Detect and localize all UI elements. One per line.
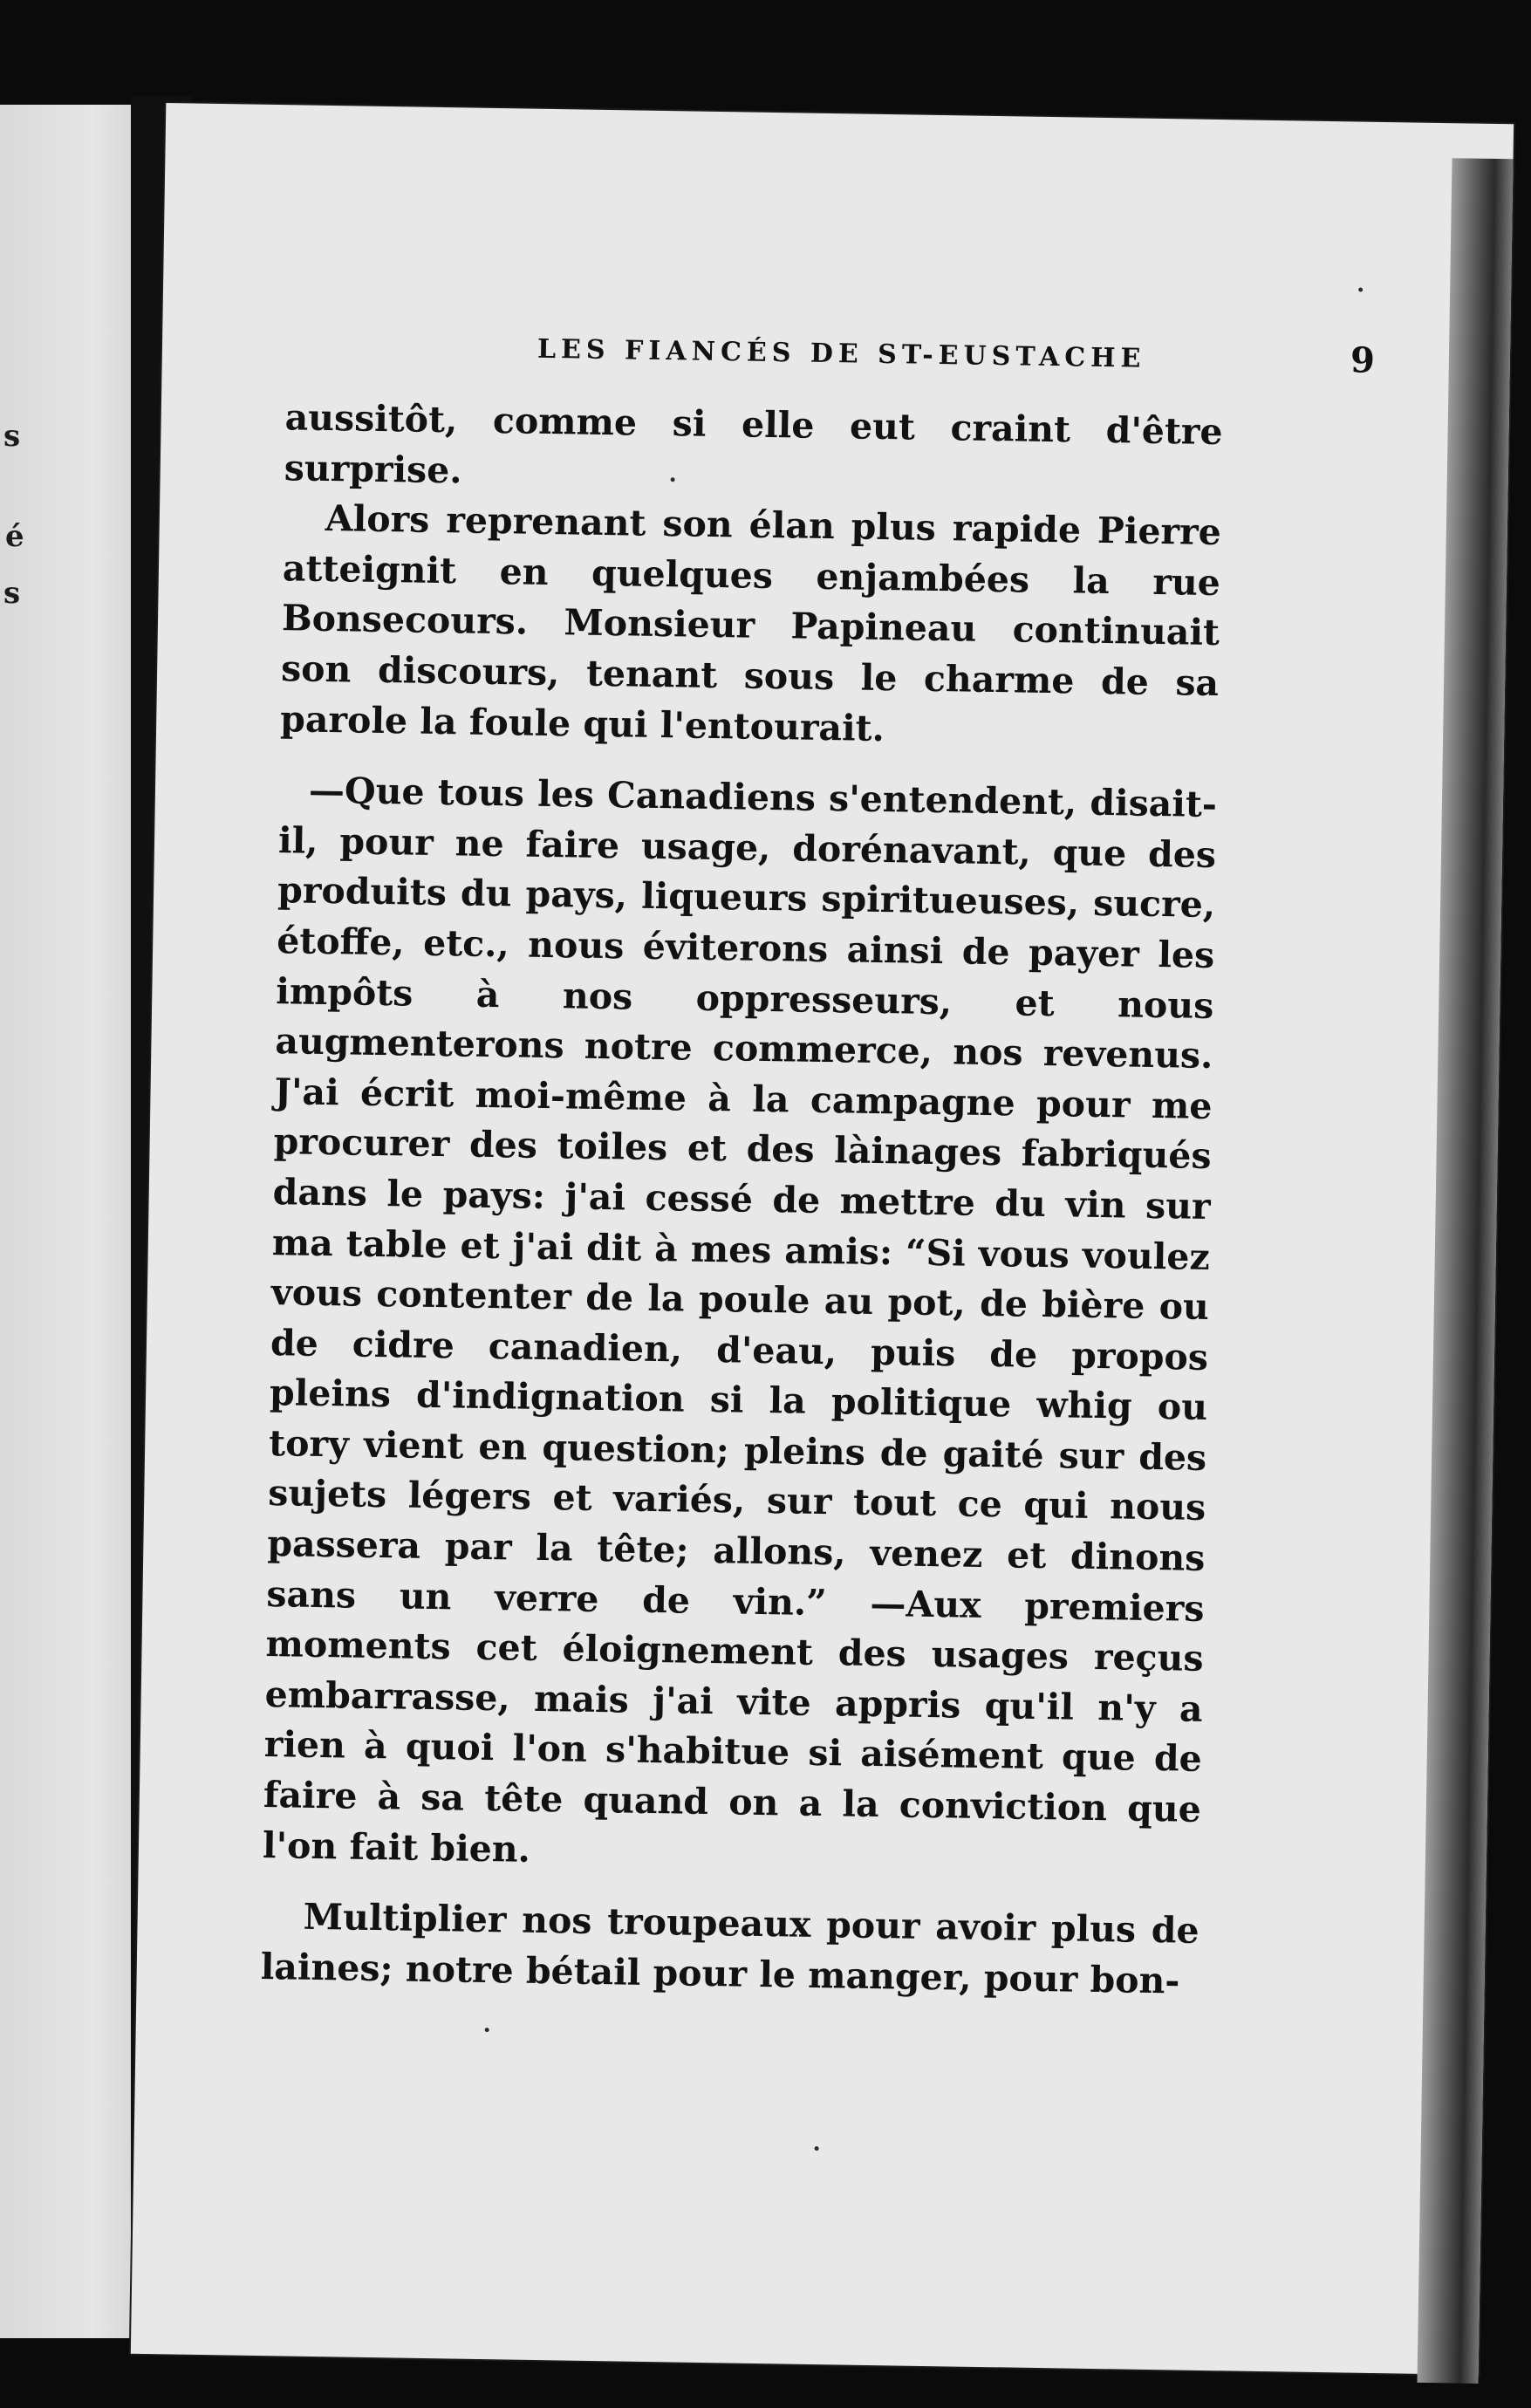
running-title: LES FIANCÉS DE ST-EUSTACHE	[537, 333, 1146, 374]
scan-speck	[1358, 288, 1363, 292]
scan-speck	[671, 477, 675, 482]
left-margin-mark: s	[3, 576, 21, 611]
page-number: 9	[1350, 339, 1376, 381]
left-margin-mark: é	[5, 519, 24, 554]
page-header	[537, 334, 1410, 379]
paragraph: —Que tous les Canadiens s'entendent, disait-il, pour ne faire usage, dorénavant, que des produits du pays, liqueurs spiritueuses, sucre, étoffe, etc., nous éviterons ainsi de payer les impôts à nos oppresseurs, et nous augmenterons notre commerce, nos revenus. J'ai écrit moi-même à la campagne pour me procurer des toiles et des làinages fabriqués dans le pays: j'ai cessé de mettre du vin sur ma table et j'ai dit à mes amis: “Si vous voulez vous contenter de la poule au pot, de bière ou de cidre canadien, d'eau, puis de propos pleins d'indignation si la politique whig ou tory vient en question; pleins de gaité sur des sujets légers et variés, sur tout ce qui nous passera par la tête; allons, venez et dinons sans un verre de vin.” —Aux premiers moments cet éloignement des usages reçus embarrasse, mais j'ai vite appris qu'il n'y a rien à quoi l'on s'habitue si aisément que de faire à sa tête quand on a la conviction que l'on fait bien.	[262, 769, 1218, 1871]
paragraph: Multiplier nos troupeaux pour avoir plus de laines; notre bétail pour le manger, pour bon-	[260, 1895, 1200, 2002]
scan-speck	[815, 2146, 819, 2151]
body-text	[260, 393, 1223, 2007]
paragraph: aussitôt, comme si elle eut craint d'être surprise.	[284, 396, 1223, 491]
scan-speck	[485, 2028, 489, 2032]
book-page	[131, 103, 1514, 2375]
page-edge-shadow	[1417, 158, 1513, 2384]
left-margin-mark: s	[3, 419, 21, 454]
paragraph: Alors reprenant son élan plus rapide Pierre atteignit en quelques enjambées la rue Bonsecours. Monsieur Papineau continuait son discours, tenant sous le charme de sa parole la foule qui l'entourait.	[279, 497, 1222, 749]
